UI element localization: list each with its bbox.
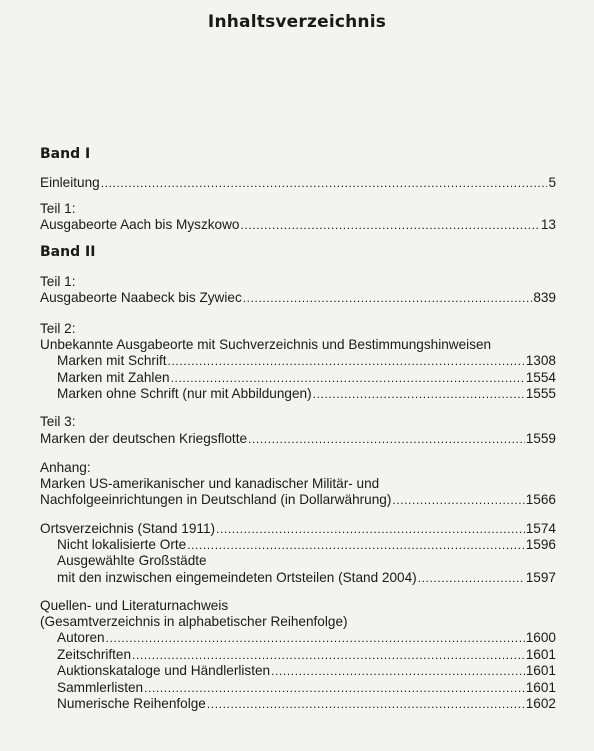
toc-entry-naabeck-zywiec[interactable] — [40, 289, 556, 307]
page-title: Inhaltsverzeichnis — [207, 12, 387, 32]
toc-leader — [313, 386, 525, 403]
toc-entry-title: mit den inzwischen eingemeindeten Ortsteilen (Stand 2004) — [57, 570, 417, 585]
toc-leader — [243, 290, 533, 307]
toc-entry-auktionskataloge[interactable] — [57, 662, 556, 680]
section-intro: Marken US-amerikanischer und kanadischer Militär- und — [40, 476, 380, 491]
section-intro: Quellen- und Literaturnachweis — [40, 598, 229, 613]
toc-leader — [207, 696, 525, 713]
anhang-label: Anhang: — [40, 460, 91, 475]
toc-entry-autoren[interactable] — [57, 629, 556, 647]
toc-entry-title: Marken mit Schrift — [57, 353, 167, 368]
toc-leader — [418, 570, 525, 587]
teil-label: Teil 3: — [40, 414, 76, 429]
toc-entry-title: Zeitschriften — [57, 647, 132, 662]
toc-page-number: 839 — [533, 290, 556, 305]
toc-leader — [271, 663, 525, 680]
toc-entry-title: Auktionskataloge und Händlerlisten — [57, 663, 271, 678]
toc-page-number: 5 — [548, 175, 556, 190]
toc-leader — [240, 217, 539, 234]
toc-leader — [101, 175, 548, 192]
toc-entry-numerische-reihenfolge[interactable] — [57, 695, 556, 713]
toc-entry-title: Sammlerlisten — [57, 680, 144, 695]
toc-page-number: 1574 — [525, 521, 556, 536]
toc-page-number: 1601 — [525, 663, 556, 678]
toc-entry-title: Ausgabeorte Naabeck bis Zywiec — [40, 290, 242, 305]
toc-entry-title: Autoren — [57, 630, 105, 645]
toc-page-number: 1308 — [525, 353, 556, 368]
teil-label: Teil 1: — [40, 274, 76, 289]
toc-leader — [392, 492, 524, 509]
toc-entry-title: Ortsverzeichnis (Stand 1911) — [40, 521, 216, 536]
toc-entry-title: Numerische Reihenfolge — [57, 696, 206, 711]
toc-entry-anhang[interactable] — [40, 491, 556, 509]
toc-entry-title: Einleitung — [40, 175, 100, 190]
toc-entry-einleitung[interactable] — [40, 174, 556, 192]
toc-page-number: 1555 — [525, 386, 556, 401]
toc-page-number: 1559 — [525, 431, 556, 446]
toc-leader — [106, 630, 525, 647]
toc-entry-kriegsflotte[interactable] — [40, 430, 556, 448]
teil-label: Teil 2: — [40, 321, 76, 336]
toc-entry-marken-mit-schrift[interactable] — [57, 352, 556, 370]
toc-entry-title: Marken ohne Schrift (nur mit Abbildungen) — [57, 386, 312, 401]
section-intro: Ausgewählte Großstädte — [57, 553, 207, 568]
toc-entry-grossstaedte[interactable] — [57, 569, 556, 587]
toc-entry-aach-myszkowo[interactable] — [40, 216, 556, 234]
band-1-heading: Band I — [40, 146, 91, 162]
toc-page-number: 1601 — [525, 680, 556, 695]
toc-page-number: 1601 — [525, 647, 556, 662]
toc-page-number: 1596 — [525, 537, 556, 552]
toc-page-number: 1602 — [525, 696, 556, 711]
section-intro: Unbekannte Ausgabeorte mit Suchverzeichnis und Bestimmungshinweisen — [40, 337, 492, 352]
toc-page-number: 1597 — [525, 570, 556, 585]
toc-page-number: 1554 — [525, 370, 556, 385]
toc-page-number: 13 — [540, 217, 556, 232]
toc-leader — [168, 353, 525, 370]
toc-entry-title: Marken mit Zahlen — [57, 370, 170, 385]
toc-entry-title: Nachfolgeeinrichtungen in Deutschland (in Dollarwährung) — [40, 492, 392, 507]
toc-entry-title: Marken der deutschen Kriegsflotte — [40, 431, 248, 446]
toc-leader — [248, 431, 525, 448]
toc-page-number: 1600 — [525, 630, 556, 645]
band-2-heading: Band II — [40, 244, 96, 260]
toc-page-number: 1566 — [525, 492, 556, 507]
toc-entry-title: Nicht lokalisierte Orte — [57, 537, 187, 552]
toc-entry-title: Ausgabeorte Aach bis Myszkowo — [40, 217, 240, 232]
toc-entry-marken-ohne-schrift[interactable] — [57, 385, 556, 403]
section-intro: (Gesamtverzeichnis in alphabetischer Reihenfolge) — [40, 614, 348, 629]
teil-label: Teil 1: — [40, 201, 76, 216]
